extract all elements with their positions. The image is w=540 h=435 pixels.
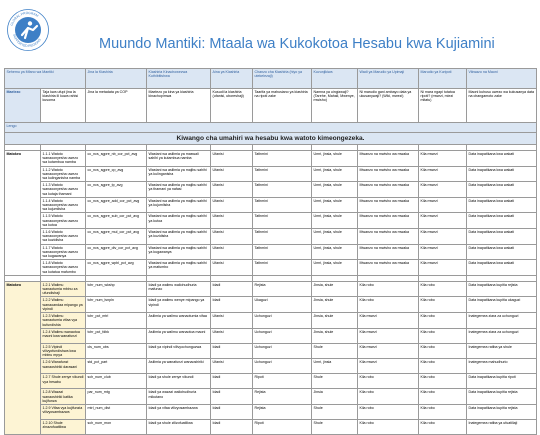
table-cell: Wastani wa asilimia ya majibu sahihi ya kutoa (147, 213, 211, 229)
table-cell: Mwanzo na mwisho wa mwaka (358, 244, 419, 260)
table-cell: 1.1.1 Watoto wanaoonyesha uwezo wa kutambua namba (41, 151, 86, 167)
table-cell: tchr_num_wkshp (86, 281, 147, 297)
logo (6, 8, 50, 52)
table-cell: Ufanisi (211, 313, 253, 329)
group-label: Matokeo (5, 151, 41, 276)
table-cell: Uchunguzi (253, 343, 312, 359)
table-cell: 1.2.8 Wazazi wanaoshiriki katika kujifunza (41, 389, 86, 405)
table-row (5, 374, 537, 389)
table-cell: Ufanisi (211, 213, 253, 229)
table-cell: Wastani wa asilimia ya maswali sahihi ya kutambua namba (147, 151, 211, 167)
table-cell: Tathmini (253, 244, 312, 260)
table-cell: Data inapatikana kupitia rejista (467, 281, 537, 297)
table-cell: Idadi ya walimu wenye mipango ya vipindi (147, 297, 211, 313)
table-cell: Kila mwezi (419, 229, 467, 245)
table-cell: cls_num_obs (86, 343, 147, 359)
column-header: Aina ya Kiashiria (211, 69, 253, 89)
table-cell: cc_ncs_sgpre_tp_avg (86, 182, 147, 198)
table-cell: Data inapatikana kwa wakati (467, 244, 537, 260)
goal-banner: Kiwango cha umahiri wa hesabu kwa watoto kimeongezeka. (5, 133, 537, 145)
table-cell: Inategemea ratiba ya shule (467, 343, 537, 359)
table-cell: Wastani wa asilimia ya majibu sahihi ya mafumbo (147, 260, 211, 276)
table-cell: Umri, jinsia, shule (312, 182, 358, 198)
table-cell: Idadi (211, 281, 253, 297)
table-cell: 1.1.3 Watoto wanaoonyesha uwezo wa kutaja thamani (41, 182, 86, 198)
table-cell: Jinsia, shule (312, 281, 358, 297)
table-row (5, 151, 537, 167)
svg-text:GLOBAL PROGRAM: GLOBAL PROGRAM (9, 10, 40, 27)
table-cell: Data inapatikana kwa wakati (467, 213, 537, 229)
table-row (5, 166, 537, 182)
table-cell: Tathmini (253, 260, 312, 276)
table-cell: Tathmini (253, 166, 312, 182)
table-row (5, 343, 537, 359)
table-cell: cc_ncs_sgpre_nb_cor_pct_avg (86, 151, 147, 167)
table-cell: Kila mwezi (419, 151, 467, 167)
logic-model-table (4, 68, 537, 435)
table-cell: Ufanisi (211, 151, 253, 167)
table-row (5, 260, 537, 276)
table-cell: Mwanzo na mwisho wa mwaka (358, 229, 419, 245)
table-cell: Ripoti (253, 374, 312, 389)
table-cell: Kila robo (358, 297, 419, 313)
table-cell: Kila robo (358, 404, 419, 419)
table-cell: Namna ya uingizwaji? (Tarehe, Mahali, Mwenye, mwisho) (312, 89, 358, 123)
table-cell: Inategemea ratiba ya ufuatiliaji (467, 419, 537, 434)
table-cell: Kila mwezi (358, 343, 419, 359)
table-row (5, 389, 537, 405)
table-cell: Tathmini (253, 182, 312, 198)
table-cell: Data inapatikana kwa wakati (467, 151, 537, 167)
table-cell: 1.2.7 Shule zenye vikundi vya hesabu (41, 374, 86, 389)
section-label: Lengo (5, 123, 537, 133)
table-row (5, 182, 537, 198)
table-cell: Tathmini (253, 213, 312, 229)
table-cell: Kila robo (358, 419, 419, 434)
table-cell: Mwanzo na mwisho wa mwaka (358, 213, 419, 229)
table-cell: cc_ncs_sgpre_add_cor_pct_avg (86, 197, 147, 213)
table-cell: Maoni kuhusu uwezo wa kukusanya data na changamoto zake (467, 89, 537, 123)
row-label: Maelezo (5, 89, 41, 123)
table-cell: Kila mwezi (358, 328, 419, 343)
table-cell: tchr_num_lsnpln (86, 297, 147, 313)
column-header: Jina la Kiashiria (86, 69, 147, 89)
table-cell: Inategemea ziara za uchunguzi (467, 328, 537, 343)
table-cell: Uchunguzi (253, 313, 312, 329)
table-cell: 1.1.4 Watoto wanaoonyesha uwezo wa kujumlisha (41, 197, 86, 213)
table-cell: sch_num_club (86, 374, 147, 389)
table-cell: Tathmini (253, 197, 312, 213)
table-cell: 1.1.2 Watoto wanaoonyesha uwezo wa kulinganisha namba (41, 166, 86, 182)
table-cell: Rejista (253, 389, 312, 405)
table-cell: Idadi ya wazazi waliohudhuria mikutano (147, 389, 211, 405)
table-cell: Idadi ya walimu waliohudhuria mafunzo (147, 281, 211, 297)
table-cell: 1.2.5 Vipindi vilivyofundishwa kwa mbinu mpya (41, 343, 86, 359)
table-cell: Idadi ya shule zilizofuatiliwa (147, 419, 211, 434)
table-cell: cc_ncs_sgpre_cp_avg (86, 166, 147, 182)
table-cell: Jina la metadata ya COP (86, 89, 147, 123)
table-row (5, 297, 537, 313)
table-cell: Ufanisi (211, 182, 253, 198)
svg-text:SUPPORTED REGIONS: SUPPORTED REGIONS (12, 33, 42, 49)
table-cell: Wastani wa asilimia ya majibu sahihi ya kugawanya (147, 244, 211, 260)
table-cell: Idadi (211, 419, 253, 434)
table-cell: Kila robo (419, 313, 467, 329)
table-cell: Ni marudio gani ambayo data ya ukusanywaji? (Wiki, mwezi) (358, 89, 419, 123)
section-row (5, 123, 537, 133)
table-cell: Shule (312, 419, 358, 434)
table-cell: 1.1.7 Watoto wanaoonyesha uwezo wa kugawanya (41, 244, 86, 260)
table-cell: Rejista (253, 404, 312, 419)
table-cell: Tathmini (253, 229, 312, 245)
table-cell: cc_ncs_sgpre_wpbl_pct_avg (86, 260, 147, 276)
table-cell: Jinsia, shule (312, 297, 358, 313)
table-cell: Data inapatikana kwa wakati (467, 197, 537, 213)
table-cell: Umri, jinsia, shule (312, 244, 358, 260)
table-cell: Umri, jinsia, shule (312, 197, 358, 213)
table-cell: Kila robo (419, 328, 467, 343)
table-cell: cc_ncs_sgpre_mul_cor_pct_avg (86, 229, 147, 245)
table-cell: Maelezo ya kina ya kiashiria kinachopimwa (147, 89, 211, 123)
table-cell: Idadi (211, 389, 253, 405)
table-cell: Ripoti (253, 419, 312, 434)
table-cell: Kila mwezi (419, 260, 467, 276)
table-cell: Ufanisi (211, 359, 253, 374)
table-cell: Kila robo (419, 359, 467, 374)
column-header: Kiashiria Kinachowezwa Kuthibitishwa (147, 69, 211, 89)
table-cell: Taarifa ya mahusiano ya kiashiria na ripoti zake (253, 89, 312, 123)
table-cell: Kila mwezi (419, 182, 467, 198)
table-cell: tchr_pct_fdbk (86, 328, 147, 343)
table-cell: 1.2.1 Walimu wanaotumia mbinu za ufundishaji (41, 281, 86, 297)
table-cell: par_num_mtg (86, 389, 147, 405)
table-cell: cc_ncs_sgpre_sub_cor_pct_avg (86, 213, 147, 229)
table-cell: 1.2.4 Walimu wanaotoa maoni kwa wanafunzi (41, 328, 86, 343)
table-row (5, 419, 537, 434)
header-row (5, 69, 537, 89)
banner-row (5, 133, 537, 145)
table-cell: cc_ncs_sgpre_div_cor_pct_avg (86, 244, 147, 260)
table-cell: Kila mwezi (419, 166, 467, 182)
table-cell: Kila mwezi (419, 244, 467, 260)
table-cell: Kila robo (419, 389, 467, 405)
table-cell: 1.2.10 Shule zinazofuatiliwa (41, 419, 86, 434)
table-cell: Ufanisi (211, 244, 253, 260)
table-cell: Inategemea mahudhurio (467, 359, 537, 374)
table-cell: Wastani wa asilimia ya majibu sahihi ya thamani ya nafasi (147, 182, 211, 198)
table-row (5, 404, 537, 419)
table-cell: Idadi (211, 374, 253, 389)
table-cell: Asilimia ya wanafunzi wanaoshiriki (147, 359, 211, 374)
table-cell: Data inapatikana kupitia rejista (467, 389, 537, 405)
table-cell: Umri, jinsia, shule (312, 151, 358, 167)
column-header: Chanzo cha Kiashiria (hiyo ya utekelezaji) (253, 69, 312, 89)
table-cell: Mwanzo na mwisho wa mwaka (358, 182, 419, 198)
table-cell: Umri, jinsia, shule (312, 166, 358, 182)
table-cell: Ukaguzi (253, 297, 312, 313)
table-cell: Data inapatikana kupitia rejista (467, 404, 537, 419)
table-cell: Kila robo (419, 281, 467, 297)
table-cell: Wastani wa asilimia ya majibu sahihi ya kujumlisha (147, 197, 211, 213)
table-cell: Data inapatikana kwa wakati (467, 260, 537, 276)
table-cell: Jinsia, shule (312, 313, 358, 329)
table-row (5, 213, 537, 229)
column-header: Kuvunjikiwa (312, 69, 358, 89)
table-cell: Umri, jinsia, shule (312, 260, 358, 276)
table-cell: Uchunguzi (253, 328, 312, 343)
table-cell: Mwanzo na mwisho wa mwaka (358, 166, 419, 182)
table-row (5, 197, 537, 213)
table-cell: Ufanisi (211, 166, 253, 182)
table-cell: Mwanzo na mwisho wa mwaka (358, 151, 419, 167)
metadata-row (5, 89, 537, 123)
table-cell: Kila robo (419, 374, 467, 389)
table-cell: Kila mwezi (358, 359, 419, 374)
table-cell: Kila mwezi (419, 213, 467, 229)
table-row (5, 359, 537, 374)
table-cell: Kila robo (358, 389, 419, 405)
table-cell: Idadi (211, 343, 253, 359)
table-cell: 1.2.3 Walimu wanaotumia vifaa vya kufundishia (41, 313, 86, 329)
table-cell: sch_num_mon (86, 419, 147, 434)
table-cell: Tathmini (253, 151, 312, 167)
table-cell: Inategemea ziara za uchunguzi (467, 313, 537, 329)
table-row (5, 244, 537, 260)
table-row (5, 229, 537, 245)
table-cell: Ni mara ngapi tutatoa ripoti? (mwezi, miezi mitatu) (419, 89, 467, 123)
table-cell: Idadi ya vifaa vilivyosambazwa (147, 404, 211, 419)
column-header: Vikwazo na Maoni (467, 69, 537, 89)
table-cell: Ufanisi (211, 328, 253, 343)
column-header: Marudio ya Kuripoti (419, 69, 467, 89)
table-cell: Wastani wa asilimia ya majibu sahihi ya kulinganisha (147, 166, 211, 182)
table-cell: std_pct_part (86, 359, 147, 374)
table-cell: Umri, jinsia, shule (312, 213, 358, 229)
table-cell: Umri, jinsia, shule (312, 229, 358, 245)
table-cell: Asilimia ya walimu wanaotoa maoni (147, 328, 211, 343)
table-cell: Data inapatikana kwa wakati (467, 166, 537, 182)
page-title: Muundo Mantiki: Mtaala wa Kukokotoa Hesabu kwa Kujiamini (99, 36, 495, 52)
column-header: Wadi ya Marudio ya Upimaji (358, 69, 419, 89)
table-cell: 1.1.5 Watoto wanaoonyesha uwezo wa kutoa (41, 213, 86, 229)
table-cell: 1.2.6 Wanafunzi wanaoshiriki darasani (41, 359, 86, 374)
table-cell: Kila robo (358, 281, 419, 297)
table-cell: Ufanisi (211, 197, 253, 213)
table-cell: Idadi ya vipindi vilivyochunguzwa (147, 343, 211, 359)
table-cell: Shule (312, 343, 358, 359)
table-cell: Shule (312, 374, 358, 389)
table-cell: tchr_pct_mtrl (86, 313, 147, 329)
table-cell: 1.2.9 Vifaa vya kujifunzia vilivyosambazwa (41, 404, 86, 419)
table-cell: Umri, jinsia (312, 359, 358, 374)
table-row (5, 328, 537, 343)
table-cell: Data inapatikana kwa wakati (467, 229, 537, 245)
table-cell: Jinsia, shule (312, 328, 358, 343)
table-cell: Kila robo (358, 374, 419, 389)
column-header: Sehemu ya Mfano wa Mantiki (5, 69, 86, 89)
table-cell: Wastani wa asilimia ya majibu sahihi ya kuzidisha (147, 229, 211, 245)
table-cell: Kila robo (419, 297, 467, 313)
group-label: Matokeo (5, 281, 41, 434)
table-cell: Data inapatikana kupitia ripoti (467, 374, 537, 389)
table-cell: mtrl_num_dist (86, 404, 147, 419)
table-cell: 1.1.6 Watoto wanaoonyesha uwezo wa kuzidisha (41, 229, 86, 245)
table-cell: 1.2.2 Walimu wanaoandaa mipango ya vipindi (41, 297, 86, 313)
table-cell: Idadi ya shule zenye vikundi (147, 374, 211, 389)
table-row (5, 313, 537, 329)
table-cell: Ufanisi (211, 260, 253, 276)
table-cell: 1.1.8 Watoto wanaoonyesha uwezo wa kutatua mafumbo (41, 260, 86, 276)
table-cell: Idadi (211, 297, 253, 313)
table-cell: Data inapatikana kwa wakati (467, 182, 537, 198)
table-cell: Kila robo (419, 343, 467, 359)
table-cell: Jinsia (312, 389, 358, 405)
table-cell: Asilimia ya walimu wanaotumia vifaa (147, 313, 211, 329)
table-cell: Kila mwezi (358, 313, 419, 329)
table-cell: Kila robo (419, 419, 467, 434)
table-cell: Uchunguzi (253, 359, 312, 374)
table-cell: Idadi (211, 404, 253, 419)
table-cell: Kila mwezi (419, 197, 467, 213)
table-cell: Mwanzo na mwisho wa mwaka (358, 260, 419, 276)
table-cell: Ufanisi (211, 229, 253, 245)
table-cell: Kila robo (419, 404, 467, 419)
table-cell: Shule (312, 404, 358, 419)
table-row (5, 281, 537, 297)
table-cell: Rejista (253, 281, 312, 297)
table-cell: Taja kwa ufupi jina la kiashiria ili kuwa rahisi kusoma (41, 89, 86, 123)
table-cell: Kusudi la kiashiria (ufanisi, uboreshaji) (211, 89, 253, 123)
table-cell: Mwanzo na mwisho wa mwaka (358, 197, 419, 213)
table-cell: Data inapatikana kupitia ukaguzi (467, 297, 537, 313)
